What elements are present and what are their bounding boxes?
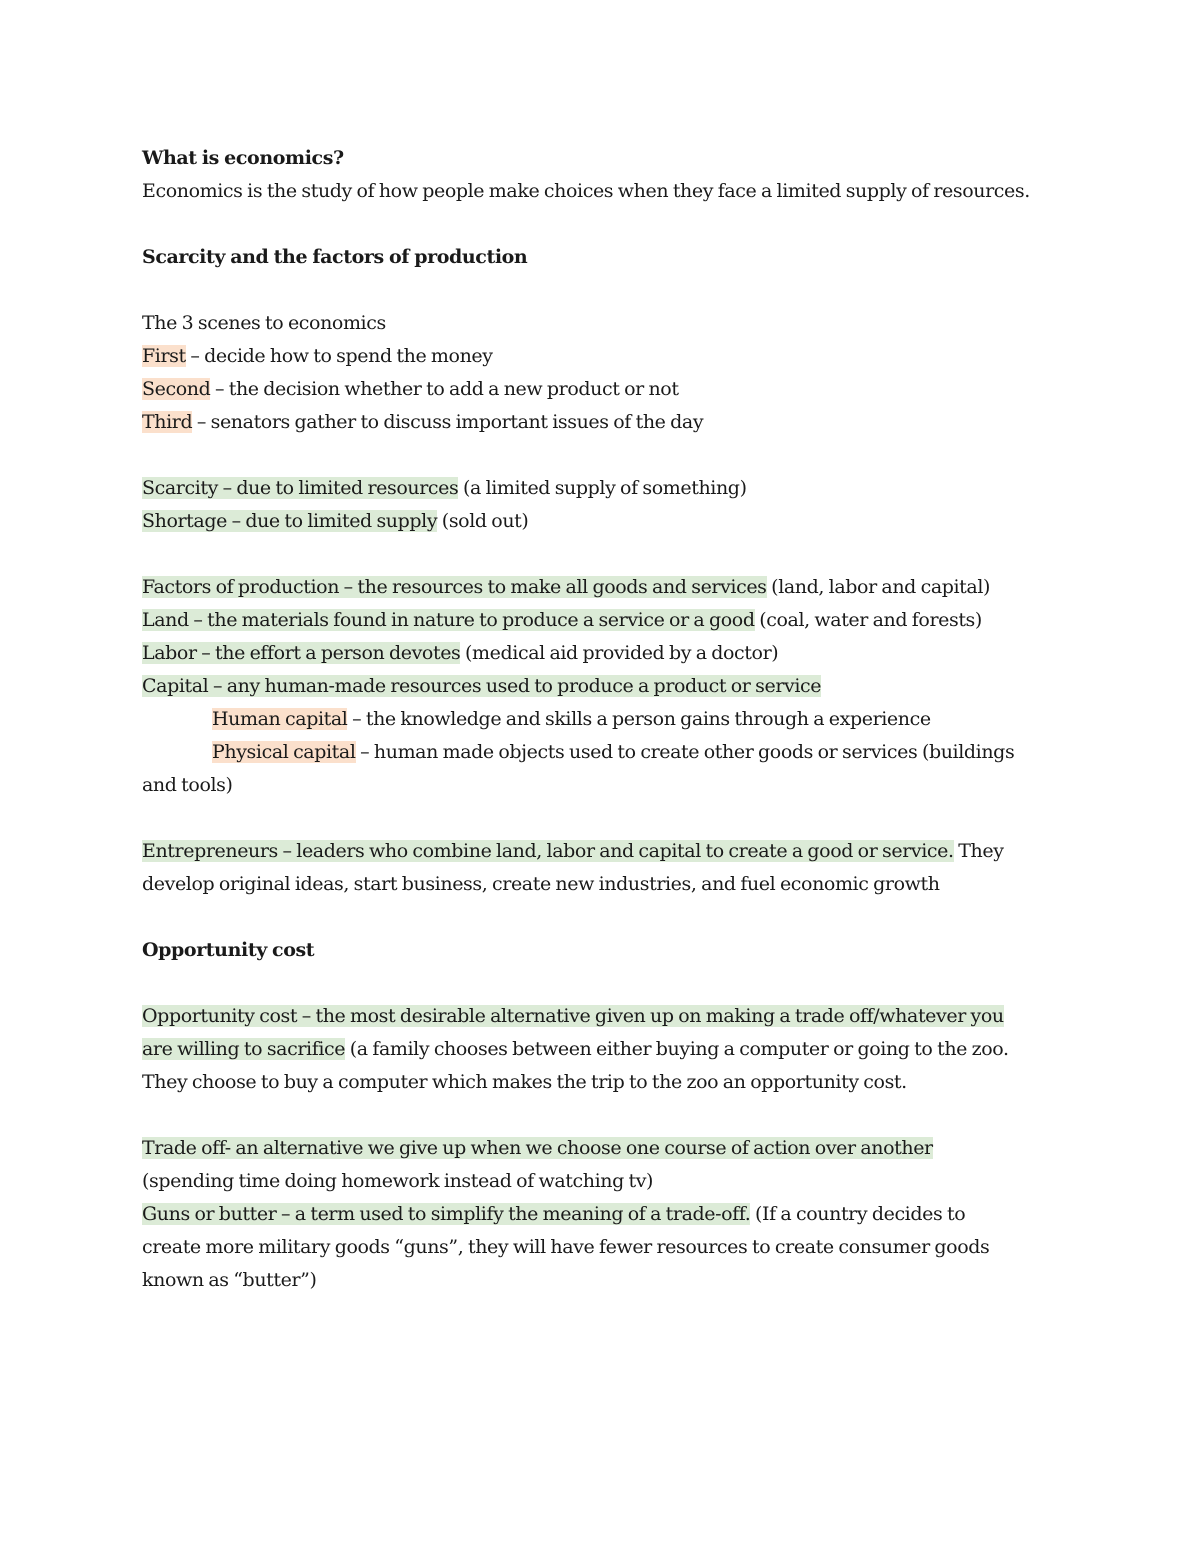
scarcity-example: (a limited supply of something) <box>458 477 747 499</box>
tradeoff-example: (spending time doing homework instead of watching tv) <box>142 1170 654 1192</box>
physical-capital-term: Physical capital <box>212 741 356 763</box>
human-capital-term: Human capital <box>212 708 348 730</box>
opportunity-cost-highlight-1: Opportunity cost – the most desirable alternative given up on making a trade off/whatever you <box>142 1005 1004 1027</box>
scene-third-term: Third <box>142 411 193 433</box>
human-capital-line <box>142 703 1072 736</box>
land-example: (coal, water and forests) <box>754 609 982 631</box>
guns-butter-rest: (If a country decides to <box>750 1203 966 1225</box>
scene-second-definition: – the decision whether to add a new product or not <box>210 378 679 400</box>
scarcity-line <box>142 472 1072 505</box>
shortage-example: (sold out) <box>437 510 529 532</box>
spacer <box>142 274 1072 307</box>
capital-highlight: Capital – any human-made resources used to produce a product or service <box>142 675 822 697</box>
guns-butter-continuation-2: known as “butter”) <box>142 1269 317 1291</box>
shortage-highlight: Shortage – due to limited supply <box>142 510 438 532</box>
guns-butter-line <box>142 1198 1072 1231</box>
scene-first-line <box>142 340 1072 373</box>
tradeoff-line <box>142 1132 1072 1165</box>
factors-highlight: Factors of production – the resources to make all goods and services <box>142 576 767 598</box>
human-capital-definition: – the knowledge and skills a person gains through a experience <box>347 708 931 730</box>
entrepreneurs-rest: They <box>953 840 1004 862</box>
tradeoff-highlight: Trade off- an alternative we give up when we choose one course of action over another <box>142 1137 933 1159</box>
spacer <box>142 538 1072 571</box>
physical-capital-definition: – human made objects used to create other goods or services (buildings <box>355 741 1015 763</box>
heading-opportunity-cost: Opportunity cost <box>142 939 315 961</box>
spacer <box>142 901 1072 934</box>
scenes-intro: The 3 scenes to economics <box>142 312 386 334</box>
land-highlight: Land – the materials found in nature to produce a service or a good <box>142 609 755 631</box>
opportunity-cost-line3: They choose to buy a computer which makes the trip to the zoo an opportunity cost. <box>142 1071 907 1093</box>
scene-first-definition: – decide how to spend the money <box>185 345 493 367</box>
entrepreneurs-continuation: develop original ideas, start business, create new industries, and fuel economic growth <box>142 873 940 895</box>
opportunity-cost-example: (a family chooses between either buying a computer or going to the zoo. <box>345 1038 1009 1060</box>
guns-butter-highlight: Guns or butter – a term used to simplify the meaning of a trade-off. <box>142 1203 751 1225</box>
guns-butter-continuation-1: create more military goods “guns”, they will have fewer resources to create consumer goods <box>142 1236 990 1258</box>
opportunity-cost-line1 <box>142 1000 1072 1033</box>
physical-capital-line <box>142 736 1072 769</box>
spacer <box>142 967 1072 1000</box>
spacer <box>142 1099 1072 1132</box>
document-page <box>142 142 1072 1297</box>
scarcity-highlight: Scarcity – due to limited resources <box>142 477 459 499</box>
spacer <box>142 439 1072 472</box>
scene-third-definition: – senators gather to discuss important issues of the day <box>192 411 704 433</box>
physical-capital-continuation: and tools) <box>142 774 233 796</box>
heading-scarcity-factors: Scarcity and the factors of production <box>142 246 528 268</box>
labor-highlight: Labor – the effort a person devotes <box>142 642 461 664</box>
economics-definition: Economics is the study of how people make choices when they face a limited supply of resources. <box>142 180 1030 202</box>
capital-line <box>142 670 1072 703</box>
shortage-line <box>142 505 1072 538</box>
scene-third-line <box>142 406 1072 439</box>
labor-example: (medical aid provided by a doctor) <box>460 642 779 664</box>
scene-first-term: First <box>142 345 186 367</box>
factors-line <box>142 571 1072 604</box>
scene-second-line <box>142 373 1072 406</box>
entrepreneurs-highlight: Entrepreneurs – leaders who combine land, labor and capital to create a good or service. <box>142 840 954 862</box>
factors-example: (land, labor and capital) <box>766 576 991 598</box>
spacer <box>142 208 1072 241</box>
spacer <box>142 802 1072 835</box>
scene-second-term: Second <box>142 378 211 400</box>
opportunity-cost-line2 <box>142 1033 1072 1066</box>
opportunity-cost-highlight-2: are willing to sacrifice <box>142 1038 346 1060</box>
heading-what-is-economics: What is economics? <box>142 147 344 169</box>
labor-line <box>142 637 1072 670</box>
entrepreneurs-line <box>142 835 1072 868</box>
land-line <box>142 604 1072 637</box>
